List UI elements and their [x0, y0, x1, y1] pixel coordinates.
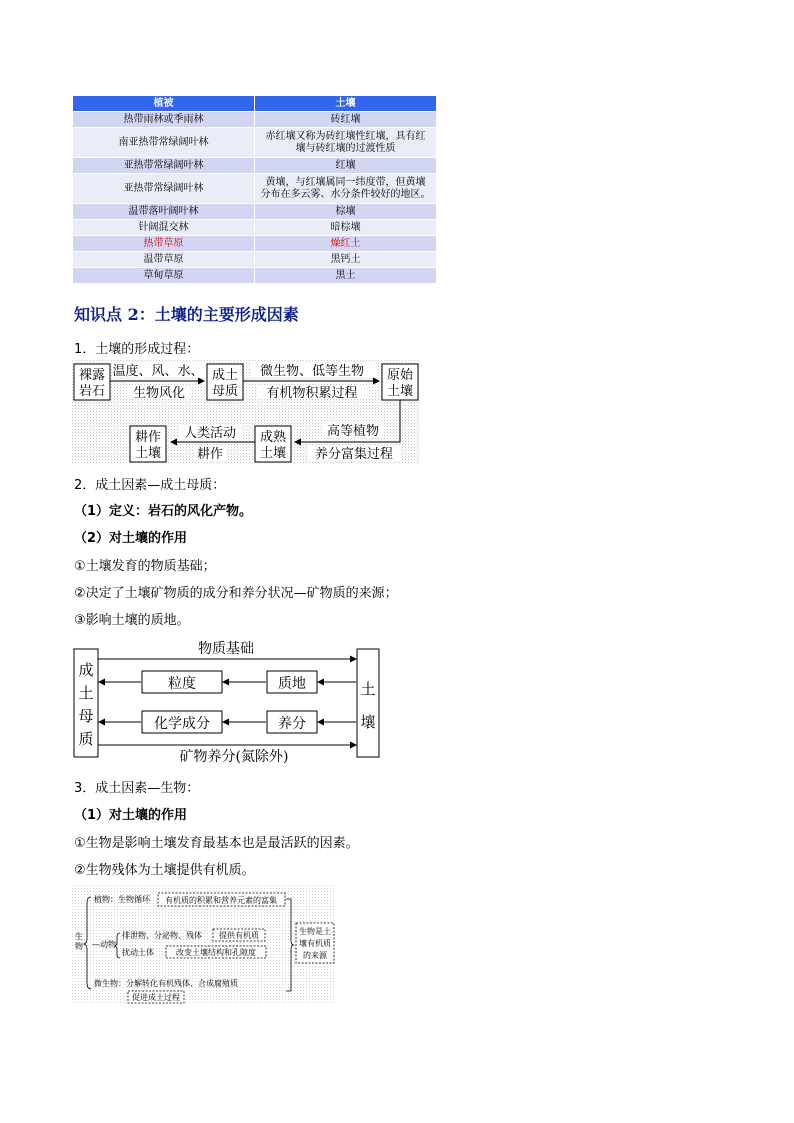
subsection-title: 2．成土因素—成土母质： — [74, 478, 226, 493]
table-row — [73, 158, 437, 174]
box-char: 土 — [360, 680, 376, 698]
vegetation-cell: 温带草原 — [73, 252, 255, 268]
soil-cell — [255, 128, 437, 158]
arrow-label: 耕作 — [196, 447, 224, 462]
point-text: ①土壤发育的物质基础； — [74, 559, 216, 574]
role-heading: （2）对土壤的作用 — [74, 531, 188, 546]
box-char: 质 — [78, 730, 94, 748]
box-char: 土 — [78, 684, 94, 702]
point-text: ②决定了土壤矿物质的成分和养分状况—矿物质的来源； — [74, 586, 398, 601]
box-label: 土壤 — [259, 446, 287, 461]
result-label: 壤有机质 — [299, 939, 331, 948]
soil-cell — [255, 174, 437, 204]
arrow-label: 有机物积累过程 — [266, 386, 358, 401]
box-char: 壤 — [360, 713, 376, 731]
box-char: 成 — [78, 661, 94, 679]
box-label: 土壤 — [386, 384, 414, 399]
vegetation-cell: 温带落叶阔叶林 — [73, 204, 255, 220]
table-header-row — [73, 96, 437, 112]
soil-cell: 砖红壤 — [255, 112, 437, 128]
vegetation-cell: 热带草原 — [73, 236, 255, 252]
box-label: 裸露 — [78, 368, 106, 383]
organism-label: 物 — [75, 942, 83, 951]
parent-material-diagram — [72, 635, 382, 765]
animal-item-a-box-label: 提供有机质 — [219, 931, 259, 940]
box-label: 土壤 — [134, 446, 162, 461]
vegetation-cell: 南亚热带常绿阔叶林 — [73, 128, 255, 158]
animal-item-a: 排泄物、分泌物、残体 — [122, 931, 202, 940]
arrow-label: 人类活动 — [183, 426, 237, 441]
subsection-title: 3．成土因素—生物： — [74, 781, 200, 796]
bare-rock-box — [74, 364, 110, 400]
definition-text: （1）定义：岩石的风化产物。 — [74, 504, 253, 519]
parent-material-box — [74, 649, 98, 757]
organism-diagram — [72, 885, 336, 1005]
animal-item-b: 扰动土体 — [122, 948, 154, 957]
vegetation-cell: 针阔混交林 — [73, 220, 255, 236]
box-label: 岩石 — [78, 384, 106, 399]
section-heading: 知识点 2：土壤的主要形成因素 — [74, 305, 299, 324]
arrow-label: 高等植物 — [326, 424, 380, 439]
cultivated-soil-box — [130, 426, 166, 462]
point-text: ②生物残体为土壤提供有机质。 — [74, 863, 255, 878]
mineral-nutrient-label: 矿物养分(氮除外) — [179, 749, 289, 765]
table-row — [73, 128, 437, 158]
arrow-label: 生物风化 — [132, 386, 186, 401]
parent-material-box — [207, 364, 243, 400]
vegetation-cell: 草甸草原 — [73, 268, 255, 284]
animal-label: —动物 — [92, 940, 116, 949]
microbe-label: 微生物：分解转化有机残体、合成腐殖质 — [94, 979, 238, 988]
soil-cell: 暗棕壤 — [255, 220, 437, 236]
table-row — [73, 252, 437, 268]
microbe-box-label: 促进成土过程 — [132, 993, 180, 1002]
soil-cell-line: 分布在多云雾、水分条件较好的地区。 — [260, 188, 431, 200]
plant-label: 植物：生物循环 — [94, 895, 150, 904]
grain-size-label: 粒度 — [168, 676, 196, 692]
soil-cell-line: 黄壤，与红壤属同一纬度带，但黄壤 — [265, 176, 426, 188]
table-row — [73, 174, 437, 204]
box-label: 耕作 — [134, 430, 162, 445]
soil-cell-line: 壤与砖红壤的过渡性质 — [295, 142, 396, 154]
role-heading: （1）对土壤的作用 — [74, 808, 188, 823]
vegetation-soil-table — [72, 95, 437, 284]
arrow-label: 温度、风、水、 — [112, 364, 204, 379]
soil-cell: 黑钙土 — [255, 252, 437, 268]
table-header-vegetation: 植被 — [73, 96, 255, 112]
vegetation-cell: 亚热带常绿阔叶林 — [73, 174, 255, 204]
texture-label: 质地 — [278, 676, 306, 692]
box-char: 母 — [78, 707, 94, 725]
organism-label: 生 — [75, 932, 83, 941]
box-label: 原始 — [386, 368, 414, 383]
vegetation-cell: 热带雨林或季雨林 — [73, 112, 255, 128]
primitive-soil-box — [382, 364, 418, 400]
table-row — [73, 220, 437, 236]
table-row — [73, 204, 437, 220]
arrow-label: 养分富集过程 — [314, 447, 394, 462]
box-label: 成土 — [211, 368, 239, 383]
point-text: ③影响土壤的质地。 — [74, 613, 190, 628]
plant-box-label: 有机质的积累和营养元素的富集 — [165, 896, 277, 905]
soil-cell: 红壤 — [255, 158, 437, 174]
soil-cell: 燥红土 — [255, 236, 437, 252]
subsection-title: 1．土壤的形成过程： — [74, 342, 200, 357]
box-label: 成熟 — [259, 430, 287, 445]
soil-box — [357, 649, 379, 757]
animal-item-b-box-label: 改变土壤结构和孔隙度 — [176, 948, 256, 957]
soil-cell: 黑土 — [255, 268, 437, 284]
box-label: 母质 — [211, 384, 239, 399]
nutrient-label: 养分 — [278, 716, 306, 732]
table-header-soil: 土壤 — [255, 96, 437, 112]
chemical-composition-label: 化学成分 — [154, 716, 210, 732]
table-row — [73, 236, 437, 252]
soil-cell: 棕壤 — [255, 204, 437, 220]
point-text: ①生物是影响土壤发育最基本也是最活跃的因素。 — [74, 836, 359, 851]
mature-soil-box — [255, 426, 291, 462]
soil-cell-line: 赤红壤又称为砖红壤性红壤，具有红 — [265, 130, 426, 142]
result-label: 的来源 — [303, 951, 327, 960]
soil-formation-diagram — [72, 360, 420, 464]
result-label: 生物是土 — [299, 927, 331, 936]
table-row — [73, 268, 437, 284]
vegetation-cell: 亚热带常绿阔叶林 — [73, 158, 255, 174]
material-basis-label: 物质基础 — [198, 641, 254, 657]
table-row — [73, 112, 437, 128]
arrow-label: 微生物、低等生物 — [259, 364, 365, 379]
